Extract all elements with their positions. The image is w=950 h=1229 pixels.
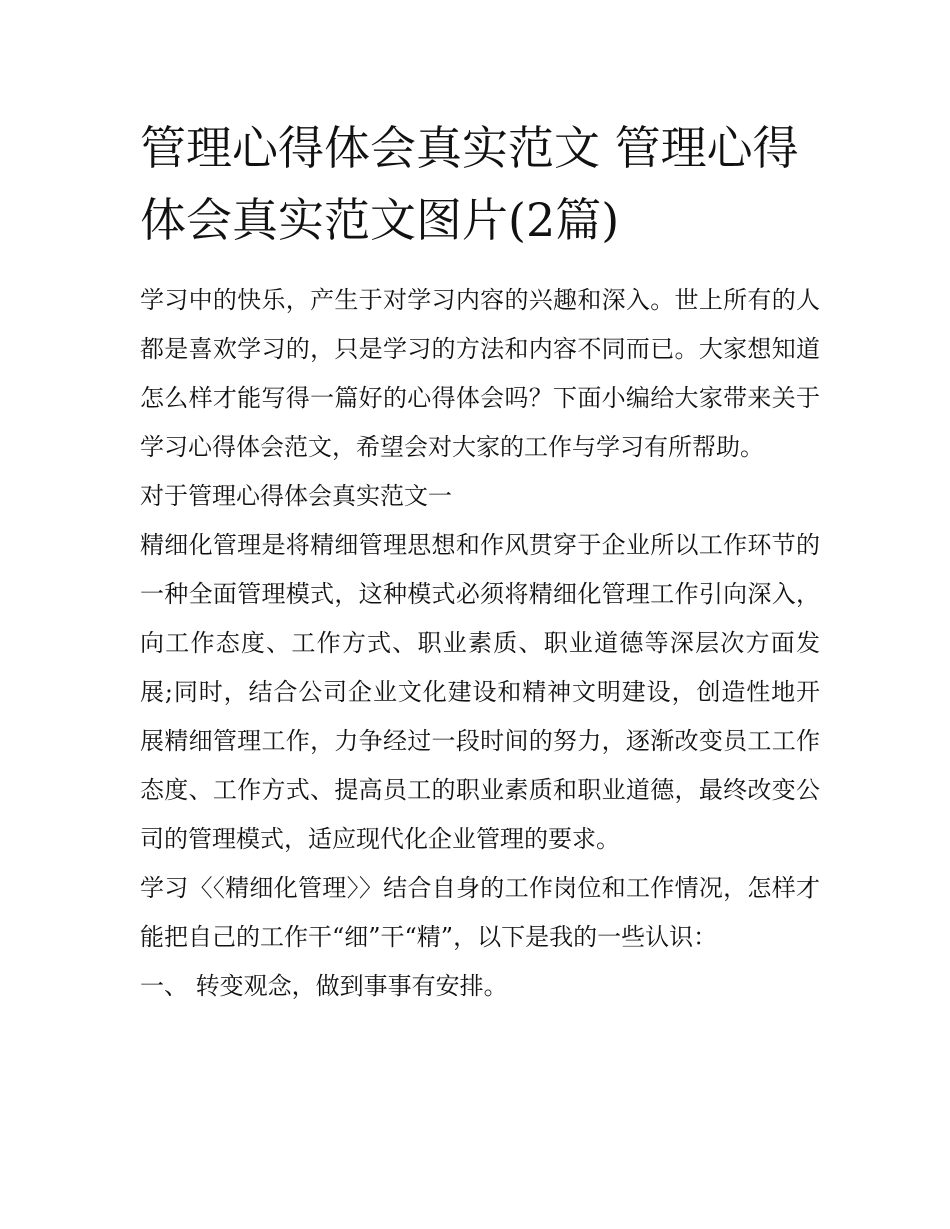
body-paragraph: 精细化管理是将精细管理思想和作风贯穿于企业所以工作环节的一种全面管理模式，这种模式必须将精细化管理工作引向深入，向工作态度、工作方式、职业素质、职业道德等深层次方面发展;同时，结合公司企业文化建设和精神文明建设，创造性地开展精细管理工作，力争经过一段时间的努力，逐渐改变员工工作态度、工作方式、提高员工的职业素质和职业道德，最终改变公司的管理模式，适应现代化企业管理的要求。 [140,531,820,853]
document-body [140,276,820,1011]
list-item: 一、 转变观念，做到事事有安排。 [140,972,508,1000]
section-heading: 对于管理心得体会真实范文一 [140,482,452,510]
document-title: 管理心得体会真实范文 管理心得体会真实范文图片(2篇) [140,121,799,247]
body-paragraph: 学习〈〈精细化管理〉〉结合自身的工作岗位和工作情况，怎样才能把自己的工作干“细”干“精”，以下是我的一些认识： [140,874,820,951]
intro-paragraph: 学习中的快乐，产生于对学习内容的兴趣和深入。世上所有的人都是喜欢学习的，只是学习的方法和内容不同而已。大家想知道怎么样才能写得一篇好的心得体会吗？下面小编给大家带来关于学习心得体会范文，希望会对大家的工作与学习有所帮助。 [140,286,820,461]
